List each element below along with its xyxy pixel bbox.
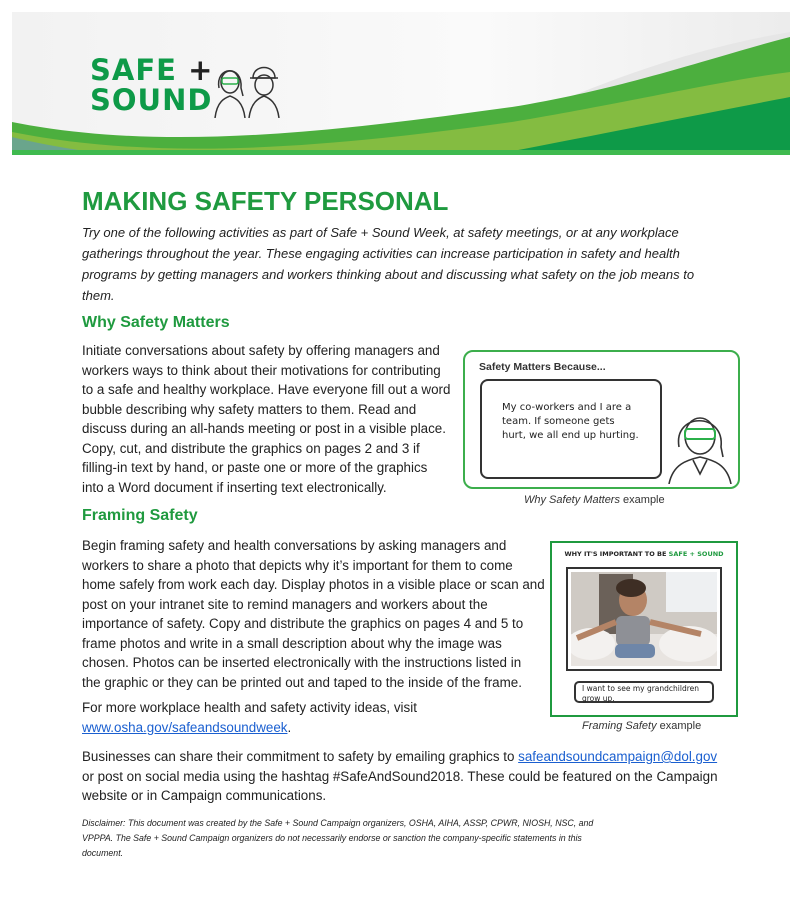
campaign-email-link[interactable]: safeandsoundcampaign@dol.gov bbox=[518, 749, 718, 764]
frame-caption-line: I want to see my grandchildren bbox=[582, 684, 700, 693]
page-title: MAKING SAFETY PERSONAL bbox=[82, 186, 449, 216]
more-ideas-text: For more workplace health and safety activity ideas, visit bbox=[82, 700, 417, 715]
paragraph-line: post on your intranet site to remind managers and workers about the bbox=[82, 596, 488, 612]
osha-link[interactable]: www.osha.gov/safeandsoundweek bbox=[82, 719, 288, 735]
paragraph-line: home safely from work each day. Display photos in a visible place or scan and bbox=[82, 577, 545, 592]
frame-header bbox=[552, 550, 736, 558]
framing-safety-example bbox=[550, 541, 738, 717]
intro-line: programs by getting managers and workers thinking about and discussing what safety on the job means to bbox=[82, 267, 695, 282]
paragraph-line: the graphic or they can be printed out and taped to the inside of the frame. bbox=[82, 674, 522, 690]
framing-safety-heading: Framing Safety bbox=[82, 507, 198, 524]
disclaimer-line: VPPPA. The Safe + Sound Campaign organizers do not necessarily endorse or sanction the company-specific statements in this bbox=[82, 833, 582, 843]
framing-safety-paragraph bbox=[82, 536, 545, 692]
child-photo bbox=[571, 572, 717, 666]
frame-header-text: WHY IT'S IMPORTANT TO BE bbox=[564, 550, 669, 558]
frame-caption-box bbox=[574, 681, 714, 703]
paragraph-line: frame photos and write in a small description about why the image was bbox=[82, 635, 502, 651]
paragraph-line: workers to share a photo that depicts why it’s important for them to come bbox=[82, 557, 513, 573]
frame-header-brand: SAFE + SOUND bbox=[668, 550, 724, 558]
share-paragraph bbox=[82, 747, 718, 806]
framing-safety-caption bbox=[582, 720, 701, 732]
workers-icon bbox=[213, 56, 289, 118]
worker-goggles-icon bbox=[665, 402, 735, 484]
caption-italic: Why Safety Matters bbox=[524, 494, 620, 506]
why-safety-matters-caption bbox=[524, 494, 665, 506]
paragraph-line: bubble describing why safety matters to them. Read and bbox=[82, 401, 417, 417]
frame-caption-line: grow up. bbox=[582, 694, 615, 703]
paragraph-line: filling-in text by hand, or paste one or more of the graphics bbox=[82, 460, 428, 475]
share-text: website or in Campaign communications. bbox=[82, 788, 327, 803]
caption-text: example bbox=[656, 720, 702, 732]
intro-line: gatherings throughout the year. These engaging activities can increase participation in safety and health bbox=[82, 246, 680, 261]
why-safety-matters-heading: Why Safety Matters bbox=[82, 314, 230, 331]
paragraph-line: workers ways to think about their motivations for contributing bbox=[82, 362, 441, 378]
caption-italic: Framing Safety bbox=[582, 720, 657, 732]
paragraph-line: Initiate conversations about safety by offering managers and bbox=[82, 343, 440, 358]
paragraph-line: Begin framing safety and health conversations by asking managers and bbox=[82, 538, 507, 553]
share-text: Businesses can share their commitment to safety by emailing graphics to bbox=[82, 749, 519, 764]
disclaimer-line: document. bbox=[82, 848, 124, 858]
paragraph-line: to a safe and healthy workplace. Have everyone fill out a word bbox=[82, 382, 451, 397]
example-title: Safety Matters Because... bbox=[479, 361, 606, 373]
disclaimer-line: Disclaimer: This document was created by the Safe + Sound Campaign organizers, OSHA, AIHA, ASSP, CPWR, NIOSH, NSC, and bbox=[82, 818, 594, 828]
why-safety-matters-paragraph bbox=[82, 341, 450, 497]
paragraph-line: Copy, cut, and distribute the graphics on pages 2 and 3 if bbox=[82, 440, 420, 456]
disclaimer bbox=[82, 816, 593, 861]
safe-sound-logo bbox=[90, 55, 213, 115]
bubble-line: My co-workers and I are a bbox=[502, 402, 632, 413]
bubble-line: team. If someone gets bbox=[502, 416, 615, 427]
intro-line: Try one of the following activities as part of Safe + Sound Week, at safety meetings, or at any workplace bbox=[82, 225, 679, 240]
intro-paragraph bbox=[82, 222, 694, 306]
speech-bubble bbox=[480, 379, 662, 479]
photo-frame bbox=[566, 567, 722, 671]
logo-safe: SAFE bbox=[90, 53, 177, 87]
share-text: or post on social media using the hashtag #SafeAndSound2018. These could be featured on the Campaign bbox=[82, 768, 718, 784]
paragraph-line: chosen. Photos can be inserted electronically with the instructions listed in bbox=[82, 655, 522, 670]
more-ideas-paragraph bbox=[82, 698, 417, 737]
paragraph-line: discuss during an all-hands meeting or post in a visible place. bbox=[82, 421, 446, 436]
logo-plus: + bbox=[188, 53, 214, 87]
paragraph-line: into a Word document if inserting text electronically. bbox=[82, 479, 387, 495]
intro-line: them. bbox=[82, 288, 115, 303]
logo-sound: SOUND bbox=[90, 83, 213, 117]
bubble-line: hurt, we all end up hurting. bbox=[502, 430, 639, 441]
paragraph-line: importance of safety. Copy and distribute the graphics on pages 4 and 5 to bbox=[82, 616, 524, 631]
caption-text: example bbox=[619, 494, 665, 506]
period: . bbox=[287, 719, 292, 735]
why-safety-matters-example bbox=[463, 350, 740, 489]
